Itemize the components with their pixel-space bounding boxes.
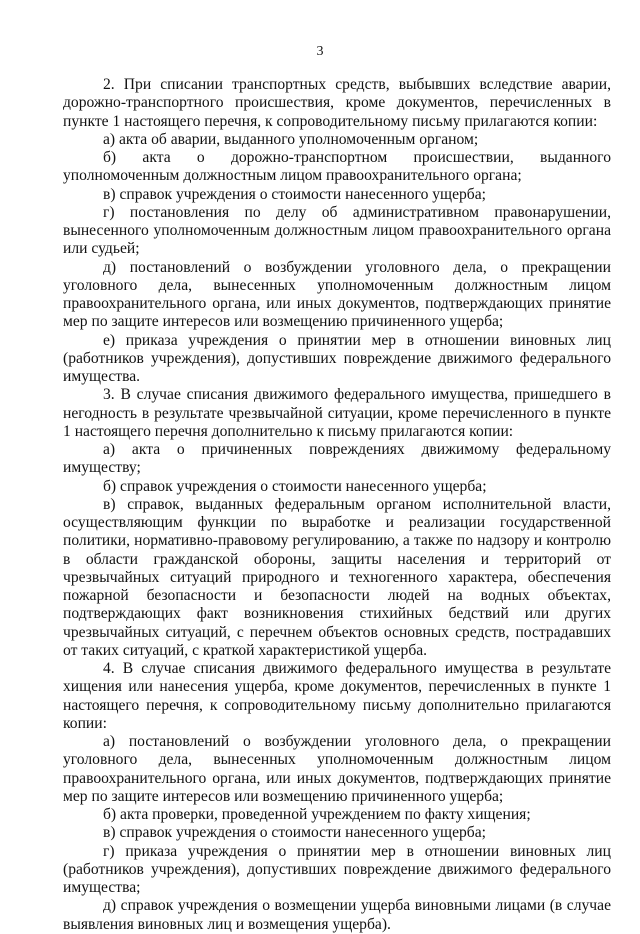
paragraph-item-2b: б) акта о дорожно-транспортном происшествии, выданного уполномоченным должностным лицом правоохранительного органа; <box>63 149 611 185</box>
paragraph-item-4a: а) постановлений о возбуждении уголовного дела, о прекращении уголовного дела, вынесенных уполномоченным должностным лицом правоохранительного органа, или иных документов, подтверждающих принятие мер по защите интересов или возмещению причиненного ущерба; <box>63 733 611 805</box>
paragraph-item-3b: б) справок учреждения о стоимости нанесенного ущерба; <box>103 477 487 495</box>
paragraph-item-3v: в) справок, выданных федеральным органом исполнительной власти, осуществляющим функции по выработке и реализации государственной политики, нормативно-правовому регулированию, а также по надзору и контролю в области гражданской обороны, защиты населения и территорий от чрезвычайных ситуаций природного и техногенного характера, обеспечения пожарной безопасности и безопасности людей на водных объектах, подтверждающих факт возникновения стихийных бедствий или других чрезвычайных ситуаций, с перечнем объектов основных средств, пострадавших от таких ситуаций, с краткой характеристикой ущерба. <box>63 495 611 659</box>
paragraph-item-2g: г) постановления по делу об административном правонарушении, вынесенного уполномоченным должностным лицом правоохранительного органа или судьей; <box>63 203 611 258</box>
paragraph-item-2v: в) справок учреждения о стоимости нанесенного ущерба; <box>103 185 486 203</box>
paragraph-item-2e: е) приказа учреждения о принятии мер в отношении виновных лиц (работников учреждения), допустивших повреждение движимого федерального имущества. <box>63 331 611 385</box>
paragraph-item-2d: д) постановлений о возбуждении уголовного дела, о прекращении уголовного дела, вынесенных уполномоченным должностным лицом правоохранительного органа, или иных документов, подтверждающих принятие мер по защите интересов или возмещению причиненного ущерба; <box>63 258 611 331</box>
paragraph-item-2a: а) акта об аварии, выданного уполномоченным органом; <box>103 130 479 148</box>
paragraph-item-4g: г) приказа учреждения о принятии мер в отношении виновных лиц (работников учреждения), допустивших повреждение движимого федерального имущества; <box>63 842 611 896</box>
paragraph-item-4: 4. В случае списания движимого федерального имущества в результате хищения или нанесения ущерба, кроме документов, перечисленных в пункте 1 настоящего перечня, к сопроводительному письму дополнительно прилагаются копии: <box>63 660 611 732</box>
paragraph-item-3a: а) акта о причиненных повреждениях движимому федеральному имуществу; <box>63 441 611 477</box>
page-number: 3 <box>316 44 324 59</box>
paragraph-item-4d: д) справок учреждения о возмещении ущерба виновными лицами (в случае выявления виновных лиц и возмещения ущерба). <box>63 897 611 933</box>
paragraph-item-4b: б) акта проверки, проведенной учреждением по факту хищения; <box>103 806 531 823</box>
document-body <box>63 76 611 934</box>
paragraph-item-4v: в) справок учреждения о стоимости нанесенного ущерба; <box>103 824 486 842</box>
paragraph-item-3: 3. В случае списания движимого федерального имущества, пришедшего в негодность в результате чрезвычайной ситуации, кроме перечисленного в пункте 1 настоящего перечня дополнительно к письму прилагаются копии: <box>63 386 611 440</box>
paragraph-item-2: 2. При списании транспортных средств, выбывших вследствие аварии, дорожно-транспортного происшествия, кроме документов, перечисленных в пункте 1 настоящего перечня, к сопроводительному письму прилагаются копии: <box>63 76 611 130</box>
